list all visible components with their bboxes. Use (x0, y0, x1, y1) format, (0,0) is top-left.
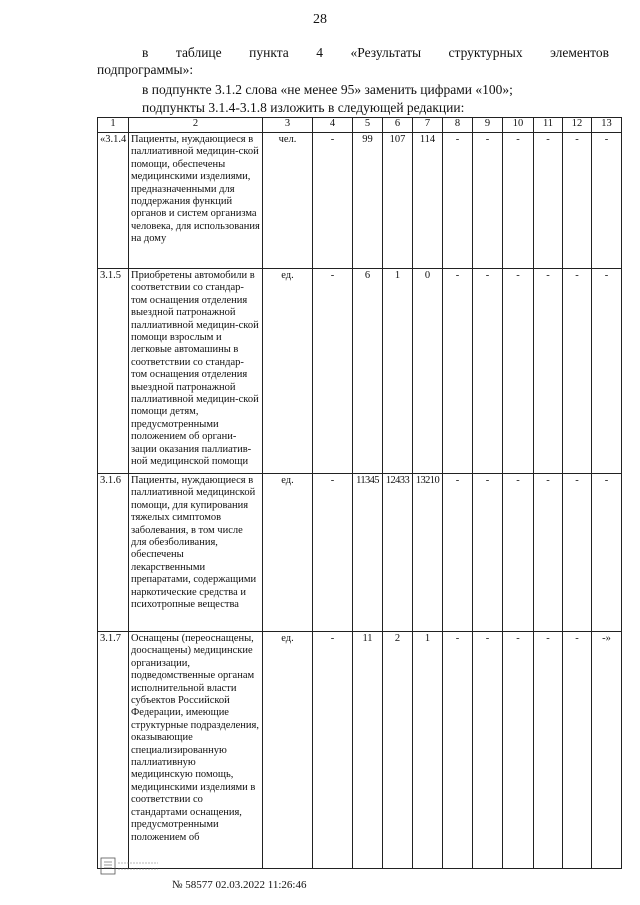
value-cell: 99 (353, 133, 383, 269)
value-cell: - (563, 632, 592, 869)
value-cell: - (473, 133, 503, 269)
value-cell: - (313, 632, 353, 869)
value-cell: - (534, 133, 563, 269)
value-cell: - (313, 474, 353, 632)
value-cell: 1 (383, 269, 413, 474)
value-cell: 11345 (353, 474, 383, 632)
unit-cell: чел. (263, 133, 313, 269)
value-cell: - (563, 133, 592, 269)
value-cell: - (473, 474, 503, 632)
table-row (98, 474, 622, 632)
row-number-cell: 3.1.6 (98, 474, 129, 632)
value-cell: 1 (413, 632, 443, 869)
row-number-cell: «3.1.4 (98, 133, 129, 269)
value-cell: - (443, 632, 473, 869)
registry-stamp-icon (100, 855, 160, 877)
header-cell: 1 (98, 118, 129, 133)
table-row (98, 632, 622, 869)
intro-word: структурных (448, 45, 523, 60)
intro-line-1 (97, 44, 609, 61)
header-cell: 13 (592, 118, 622, 133)
value-cell: 12433 (383, 474, 413, 632)
description-cell: Оснащены (переоснащены, дооснащены) медицинские организации, подведомственные органам исполнительной власти субъектов Российской Федерации, имеющие структурные подразделения, оказывающие специализированную паллиативную медицинскую помощь, медицинскими изделиями в соответствии со стандартами оснащения, предусмотренными положением об (129, 632, 263, 869)
value-cell: - (563, 474, 592, 632)
registration-number: № 58577 02.03.2022 11:26:46 (172, 879, 307, 891)
value-cell: - (592, 269, 622, 474)
value-cell: 11 (353, 632, 383, 869)
header-cell: 12 (563, 118, 592, 133)
value-cell: - (534, 632, 563, 869)
intro-word: 4 (316, 45, 324, 60)
row-number-cell: 3.1.5 (98, 269, 129, 474)
value-cell: - (443, 474, 473, 632)
header-cell: 6 (383, 118, 413, 133)
value-cell: - (592, 133, 622, 269)
header-cell: 2 (129, 118, 263, 133)
value-cell: 2 (383, 632, 413, 869)
unit-cell: ед. (263, 474, 313, 632)
document-footer (100, 855, 340, 895)
intro-line-2: в подпункте 3.1.2 слова «не менее 95» заменить цифрами «100»; (142, 82, 513, 97)
value-cell: 0 (413, 269, 443, 474)
intro-word: элементов (550, 45, 609, 60)
description-cell: Приобретены автомобили в соответствии со стандар-том оснащения отделения выездной патронажной паллиативной медицин-ской помощи взрослым и легковые автомашины в соответствии со стандар-том оснащения отделения выездной патронажной паллиативной медицин-ской помощи детям, предусмотренными положением об органи-зации оказания паллиатив-ной медицинской помощи (129, 269, 263, 474)
header-cell: 10 (503, 118, 534, 133)
value-cell: - (313, 269, 353, 474)
value-cell: - (503, 133, 534, 269)
header-cell: 5 (353, 118, 383, 133)
value-cell: 107 (383, 133, 413, 269)
intro-word: таблице (175, 45, 222, 60)
intro-word: пункта (249, 45, 289, 60)
intro-line-3: подпункты 3.1.4-3.1.8 изложить в следующей редакции: (142, 100, 465, 115)
value-cell: - (313, 133, 353, 269)
value-cell: - (503, 474, 534, 632)
table-header-row (98, 118, 622, 133)
description-cell: Пациенты, нуждающиеся в паллиативной медицин-ской помощи, обеспечены медицинскими изделиями, предназначенными для поддержания функций органов и систем организма человека, для использования на дому (129, 133, 263, 269)
value-cell: - (503, 632, 534, 869)
value-cell: - (503, 269, 534, 474)
value-cell: 114 (413, 133, 443, 269)
table-row (98, 133, 622, 269)
table-row (98, 269, 622, 474)
intro-word: «Результаты (350, 45, 422, 60)
header-cell: 3 (263, 118, 313, 133)
results-table (97, 117, 622, 869)
intro-line-1-cont: подпрограммы»: (97, 62, 194, 77)
value-cell: -» (592, 632, 622, 869)
header-cell: 8 (443, 118, 473, 133)
page-number: 28 (313, 12, 327, 27)
value-cell: - (473, 269, 503, 474)
value-cell: 13210 (413, 474, 443, 632)
unit-cell: ед. (263, 632, 313, 869)
value-cell: - (473, 632, 503, 869)
value-cell: - (563, 269, 592, 474)
description-cell: Пациенты, нуждающиеся в паллиативной медицинской помощи, для купирования тяжелых симптомов заболевания, в том числе для обезболивания, обеспечены лекарственными препаратами, содержащими наркотические средства и психотропные вещества (129, 474, 263, 632)
intro-word: в (142, 45, 149, 60)
header-cell: 4 (313, 118, 353, 133)
value-cell: - (443, 133, 473, 269)
value-cell: - (534, 474, 563, 632)
value-cell: - (443, 269, 473, 474)
value-cell: 6 (353, 269, 383, 474)
intro-paragraph (97, 44, 609, 78)
row-number-cell: 3.1.7 (98, 632, 129, 869)
header-cell: 7 (413, 118, 443, 133)
value-cell: - (592, 474, 622, 632)
unit-cell: ед. (263, 269, 313, 474)
header-cell: 11 (534, 118, 563, 133)
value-cell: - (534, 269, 563, 474)
header-cell: 9 (473, 118, 503, 133)
